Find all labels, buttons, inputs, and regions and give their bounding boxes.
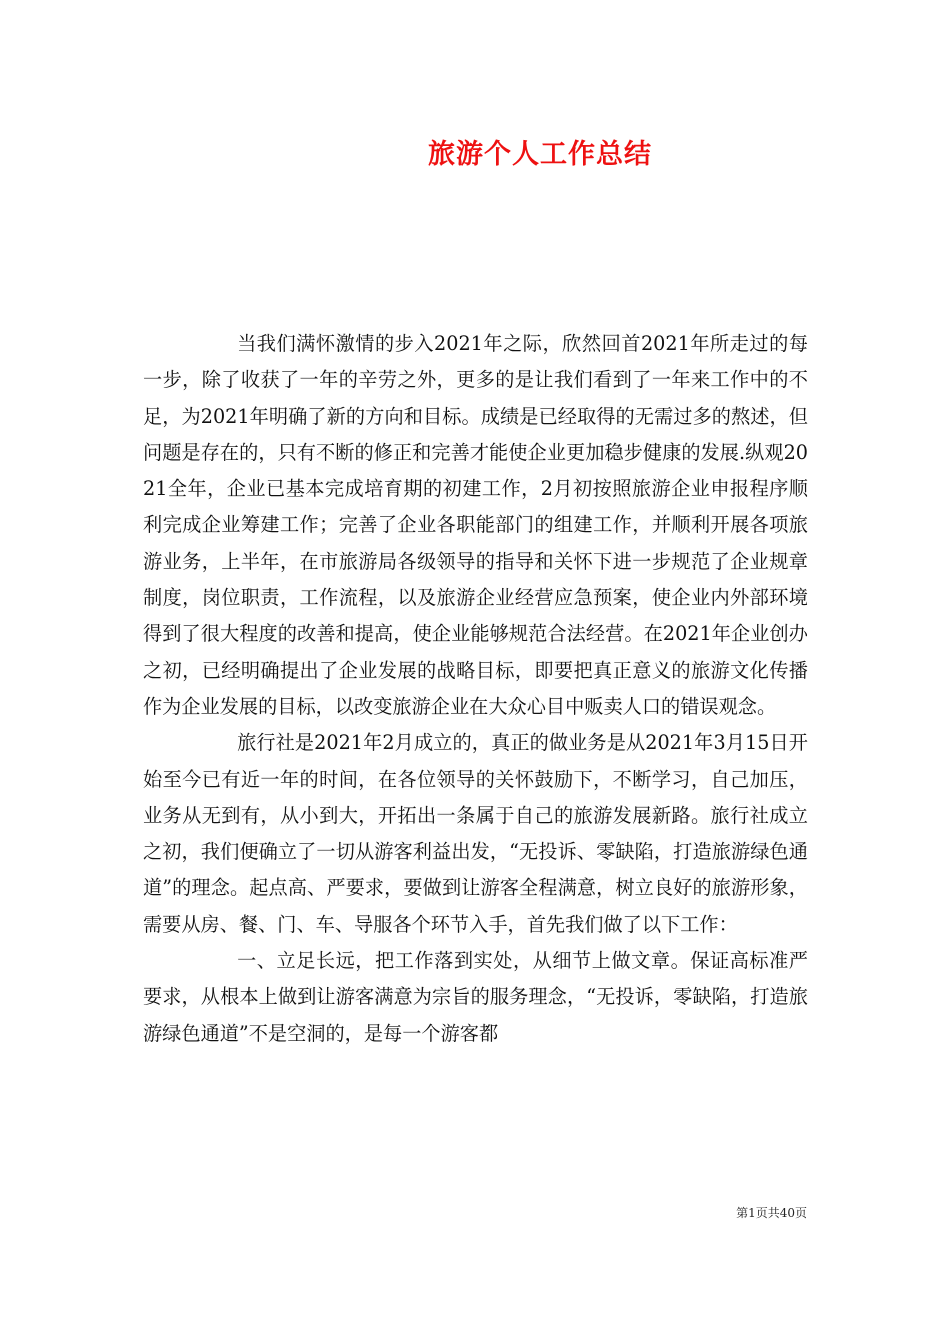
document-body [143, 326, 808, 1052]
paragraph-2: 旅行社是2021年2月成立的，真正的做业务是从2021年3月15日开始至今已有近一年的时间，在各位领导的关怀鼓励下，不断学习，自己加压，业务从无到有，从小到大，开拓出一条属于自己的旅游发展新路。旅行社成立之初，我们便确立了一切从游客利益出发，“无投诉、零缺陷，打造旅游绿色通道”的理念。起点高、严要求，要做到让游客全程满意，树立良好的旅游形象，需要从房、餐、门、车、导服各个环节入手，首先我们做了以下工作： [143, 731, 808, 936]
paragraph-3: 一、立足长远，把工作落到实处，从细节上做文章。保证高标准严要求，从根本上做到让游客满意为宗旨的服务理念，“无投诉，零缺陷，打造旅游绿色通道”不是空洞的，是每一个游客都 [143, 949, 808, 1045]
paragraph-1: 当我们满怀激情的步入2021年之际，欣然回首2021年所走过的每一步，除了收获了一年的辛劳之外，更多的是让我们看到了一年来工作中的不足，为2021年明确了新的方向和目标。成绩是已经取得的无需过多的熬述，但问题是存在的，只有不断的修正和完善才能使企业更加稳步健康的发展.纵观2021全年，企业已基本完成培育期的初建工作，2月初按照旅游企业申报程序顺利完成企业筹建工作；完善了企业各职能部门的组建工作，并顺利开展各项旅游业务，上半年，在市旅游局各级领导的指导和关怀下进一步规范了企业规章制度，岗位职责，工作流程，以及旅游企业经营应急预案，使企业内外部环境得到了很大程度的改善和提高，使企业能够规范合法经营。在2021年企业创办之初，已经明确提出了企业发展的战略目标，即要把真正意义的旅游文化传播作为企业发展的目标，以改变旅游企业在大众心目中贩卖人口的错误观念。 [143, 332, 808, 718]
page-footer: 第1页共40页 [736, 1206, 807, 1220]
document-title: 旅游个人工作总结 [428, 139, 652, 170]
